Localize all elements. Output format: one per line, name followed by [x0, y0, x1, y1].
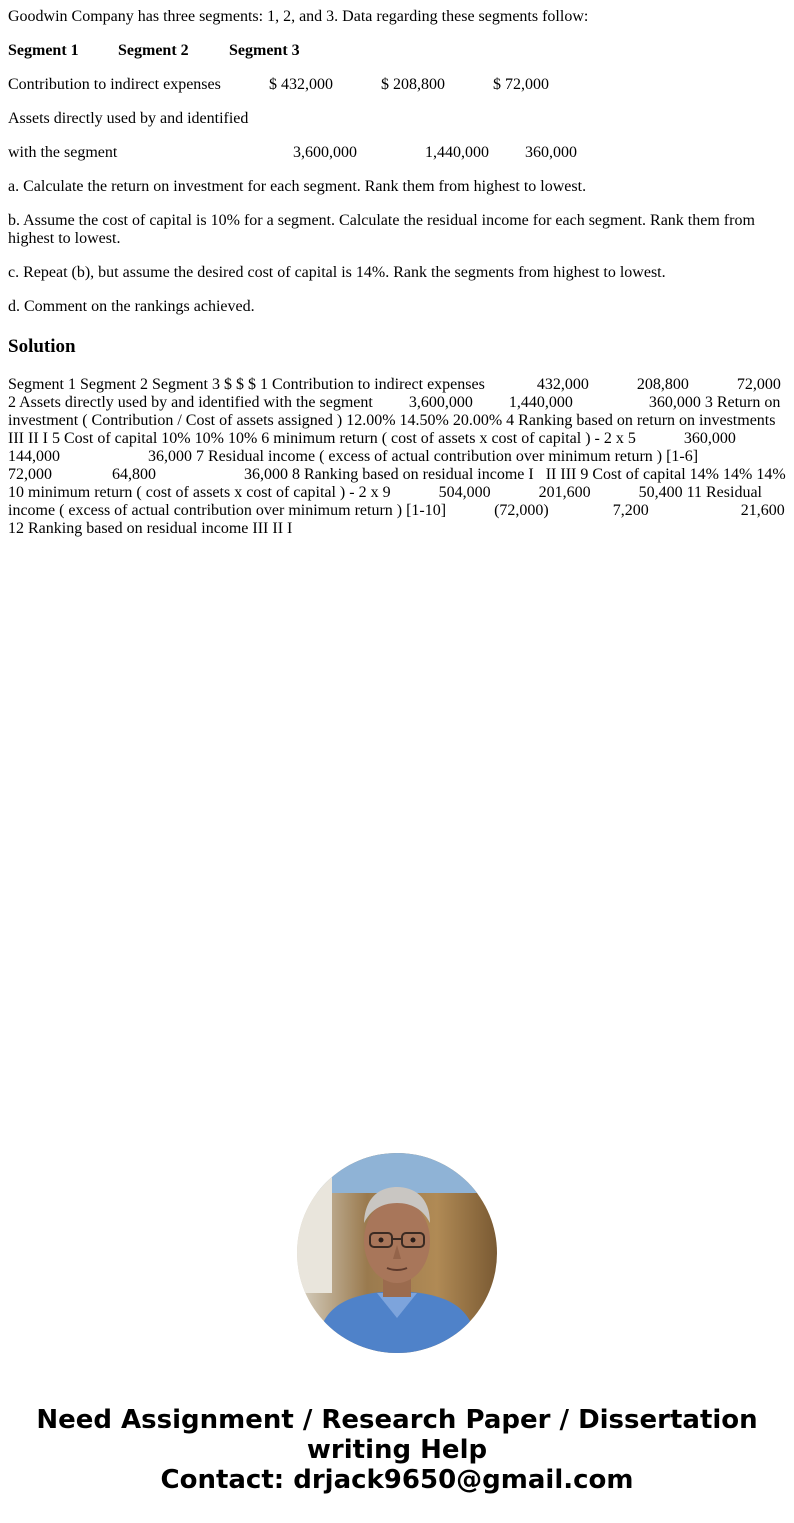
segment-header-row [8, 42, 788, 60]
question-b: b. Assume the cost of capital is 10% for a segment. Calculate the residual income for each segment. Rank them from highest to lowest. [8, 212, 755, 247]
solution-heading: Solution [8, 336, 76, 357]
contribution-seg1: $ 432,000 [269, 76, 333, 93]
problem-intro: Goodwin Company has three segments: 1, 2, and 3. Data regarding these segments follow: [8, 8, 589, 25]
contribution-row [8, 76, 788, 94]
contribution-seg3: $ 72,000 [493, 76, 549, 93]
assets-seg2: 1,440,000 [425, 144, 489, 161]
promo-footer [0, 1405, 794, 1495]
assets-label-line1: Assets directly used by and identified [8, 110, 249, 127]
header-segment-1: Segment 1 [8, 42, 79, 59]
promo-line-2: writing Help [306, 1435, 488, 1465]
assets-label-line2: with the segment [8, 144, 118, 161]
assets-seg3: 360,000 [525, 144, 577, 161]
contribution-label: Contribution to indirect expenses [8, 76, 221, 93]
question-a: a. Calculate the return on investment for each segment. Rank them from highest to lowest. [8, 178, 587, 195]
promo-line-1: Need Assignment / Research Paper / Dissertation [36, 1405, 758, 1435]
author-photo [297, 1153, 497, 1353]
assets-seg1: 3,600,000 [293, 144, 357, 161]
promo-contact: Contact: drjack9650@gmail.com [160, 1465, 634, 1495]
header-segment-3: Segment 3 [229, 42, 300, 59]
solution-body: Segment 1 Segment 2 Segment 3 $ $ $ 1 Contribution to indirect expenses 432,000 208,800 72,000 2 Assets directly used by and identified with the segment 3,600,000 1,440,000 360,000 3 Return on investment ( Contribution / Cost of assets assigned ) 12.00% 14.50% 20.00% 4 Ranking based on return on investments III II I 5 Cost of capital 10% 10% 10% 6 minimum return ( cost of assets x cost of capital ) - 2 x 5 360,000 144,000 36,000 7 Residual income ( excess of actual contribution over minimum return ) [1-6] 72,000 64,800 36,000 8 Ranking based on residual income I II III 9 Cost of capital 14% 14% 14% 10 minimum return ( cost of assets x cost of capital ) - 2 x 9 504,000 201,600 50,400 11 Residual income ( excess of actual contribution over minimum return ) [1-10] (72,000) 7,200 21,600 12 Ranking based on residual income III II I [8, 376, 790, 537]
document-body [8, 8, 788, 538]
question-c: c. Repeat (b), but assume the desired cost of capital is 14%. Rank the segments from highest to lowest. [8, 264, 666, 281]
header-segment-2: Segment 2 [118, 42, 189, 59]
author-portrait-image [297, 1153, 497, 1353]
contribution-seg2: $ 208,800 [381, 76, 445, 93]
question-d: d. Comment on the rankings achieved. [8, 298, 255, 315]
assets-row [8, 144, 788, 162]
